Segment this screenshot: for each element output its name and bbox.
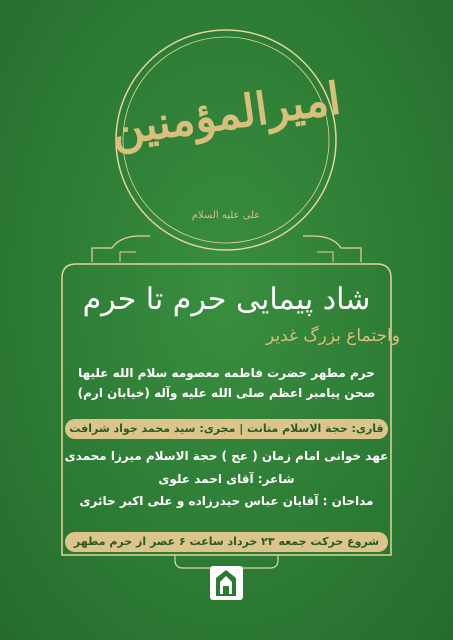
start-time-pill: شروع حرکت جمعه ۲۳ خرداد ساعت ۶ عصر از حرم مطهر [65, 532, 388, 552]
eulogists-line: مداحان : آقایان عباس حیدرزاده و علی اکبر حائری [79, 494, 374, 508]
calligraphy-emblem: امیرالمؤمنین [108, 73, 344, 156]
calligraphy-seal-text: علی علیه السلام [191, 210, 261, 221]
qari-presenter-pill: قاری: حجة الاسلام متانت | مجری: سید محمد جواد شرافت [65, 419, 388, 439]
oath-recital-line: عهد خوانی امام زمان ( عج ) حجة الاسلام میرزا محمدی [64, 449, 389, 463]
venue-line-2: صحن پیامبر اعظم صلی الله علیه وآله (خیابان ارم) [77, 386, 376, 400]
event-subtitle: واجتماع بزرگ غدیر [266, 326, 400, 346]
poet-line: شاعر: آقای احمد علوی [158, 472, 295, 486]
venue-line-1: حرم مطهر حضرت فاطمه معصومه سلام الله علیها [78, 366, 375, 380]
organization-logo-icon [210, 566, 243, 600]
event-title: شاد پیمایی حرم تا حرم [82, 282, 371, 317]
